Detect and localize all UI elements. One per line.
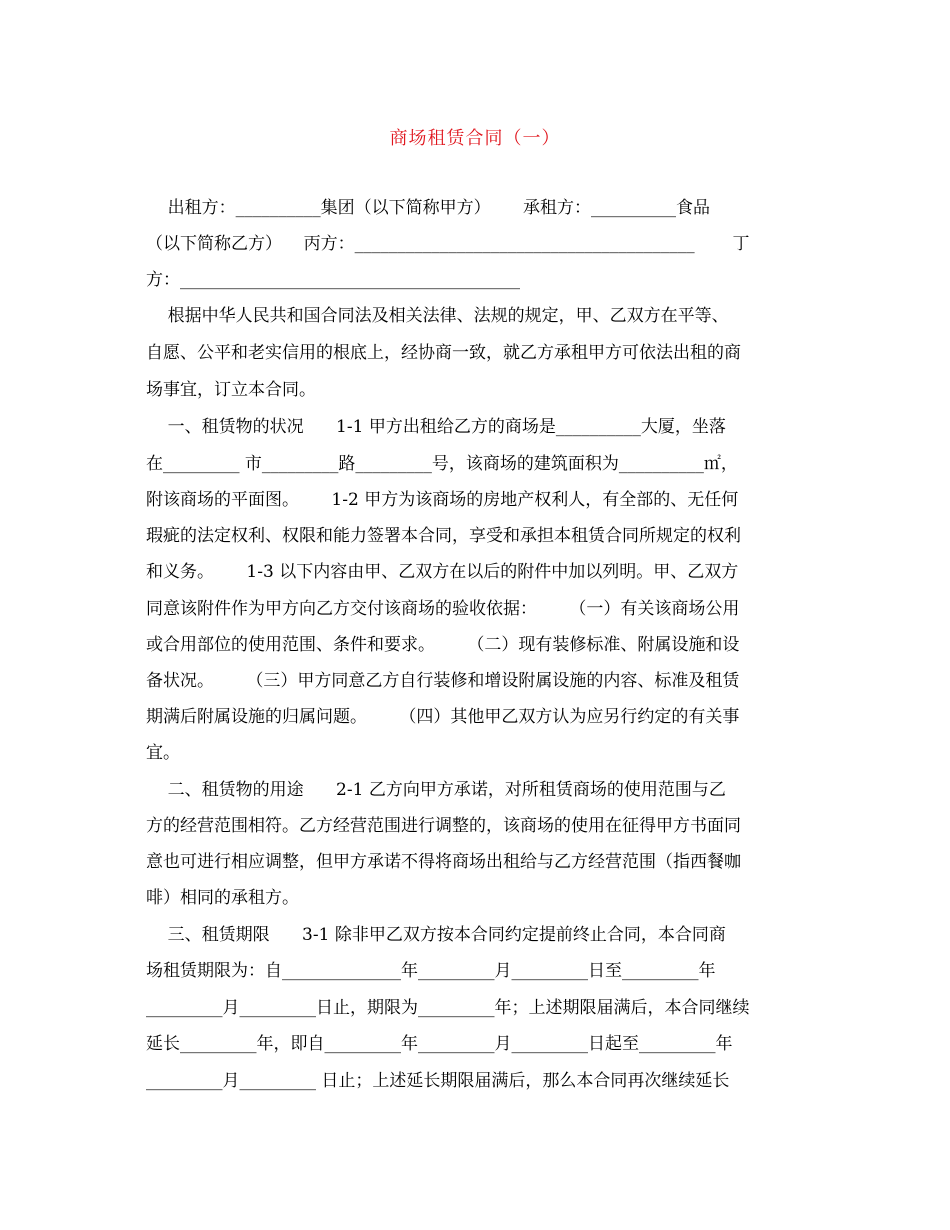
contract-line: 同意该附件作为甲方向乙方交付该商场的验收依据： （一）有关该商场公用: [146, 599, 740, 619]
contract-line: 宜。: [146, 743, 180, 763]
contract-line: 或合用部位的使用范围、条件和要求。 （二）现有装修标准、附属设施和设: [146, 635, 740, 655]
contract-line: （以下简称乙方） 丙方：________________________________________ 丁: [146, 234, 750, 254]
contract-line: 三、租赁期限 3-1 除非甲乙双方按本合同约定提前终止合同，本合同商: [146, 925, 726, 945]
contract-line: _________月_________日止，期限为_________年；上述期限届满后，本合同继续: [146, 998, 750, 1018]
contract-line: 啡）相同的承租方。: [146, 888, 299, 908]
contract-line: 一、租赁物的状况 1-1 甲方出租给乙方的商场是__________大厦，坐落: [146, 417, 726, 437]
contract-line: 在_________ 市_________路_________号，该商场的建筑面积为__________㎡，: [146, 454, 738, 474]
contract-line: 和义务。 1-3 以下内容由甲、乙双方在以后的附件中加以列明。甲、乙双方: [146, 562, 739, 582]
contract-line: 场事宜，订立本合同。: [146, 380, 316, 400]
contract-line: 期满后附属设施的归属问题。 （四）其他甲乙双方认为应另行约定的有关事: [146, 707, 740, 727]
contract-line: 根据中华人民共和国合同法及相关法律、法规的规定，甲、乙双方在平等、: [146, 306, 729, 326]
contract-line: 方：________________________________________: [146, 270, 520, 290]
contract-line: 附该商场的平面图。 1-2 甲方为该商场的房地产权利人，有全部的、无任何: [146, 490, 739, 510]
contract-line: 二、租赁物的用途 2-1 乙方向甲方承诺，对所租赁商场的使用范围与乙: [146, 780, 726, 800]
contract-line: 方的经营范围相符。乙方经营范围进行调整的，该商场的使用在征得甲方书面同: [146, 816, 741, 836]
contract-line: 延长_________年，即自_________年_________月_________日起至_________年: [146, 1034, 733, 1054]
contract-line: 备状况。 （三）甲方同意乙方自行装修和增设附属设施的内容、标准及租赁: [146, 671, 740, 691]
contract-line: 自愿、公平和老实信用的根底上，经协商一致，就乙方承租甲方可依法出租的商: [146, 343, 741, 363]
document-title: 商场租赁合同（一）: [389, 128, 561, 149]
contract-line: 出租方：__________集团（以下简称甲方） 承租方：__________食品: [146, 198, 711, 218]
contract-line: _________月_________ 日止；上述延长期限届满后，那么本合同再次继续延长: [146, 1071, 730, 1091]
contract-line: 场租赁期限为：自______________年_________月_________日至_________年: [146, 961, 716, 981]
contract-line: 瑕疵的法定权利、权限和能力签署本合同，享受和承担本租赁合同所规定的权利: [146, 526, 741, 546]
contract-line: 意也可进行相应调整，但甲方承诺不得将商场出租给与乙方经营范围（指西餐咖: [146, 852, 741, 872]
